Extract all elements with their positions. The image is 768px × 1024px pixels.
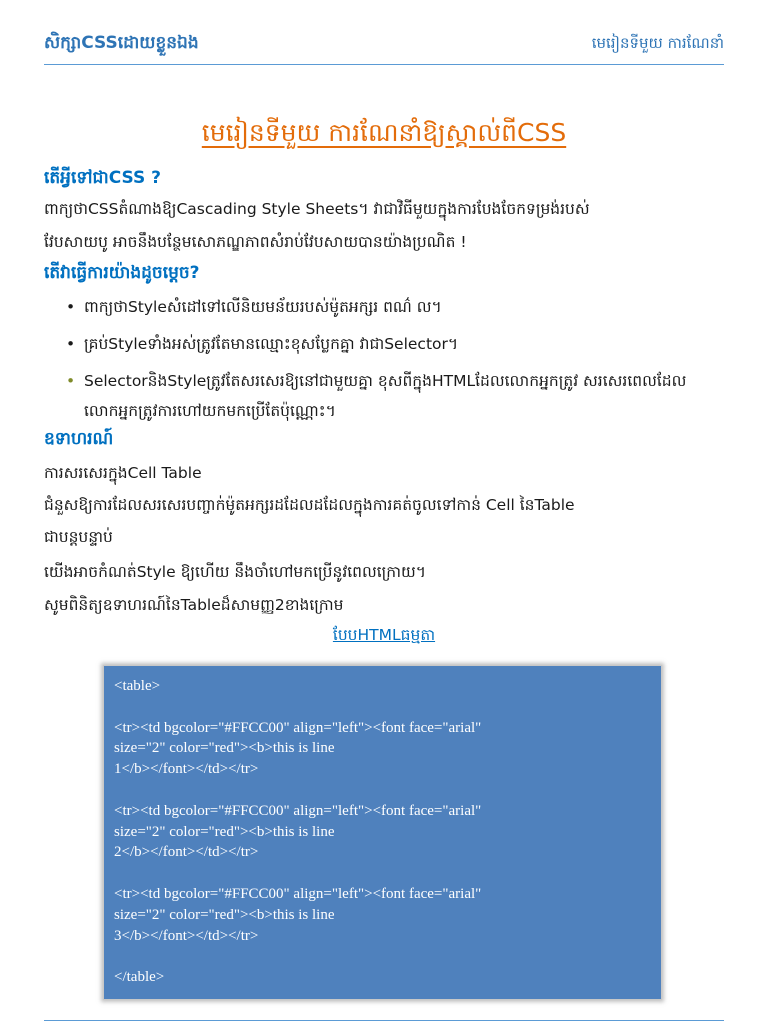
example-line-5: សូមពិនិត្យឧទាហរណ៍នៃTableដ៏សាមញ្ញ2ខាងក្រោម (44, 596, 344, 614)
example-line-2: ជំនួសឱ្យការដែលសរសេរបញ្ចាក់ម៉ូតអក្សរដដែលដដែលក្នុងការគត់ចូលទៅកាន់ Cell នៃTable (44, 496, 575, 514)
example-line-1: ការសរសេរក្នុងCell Table (44, 464, 202, 482)
section-heading-example: ឧទាហរណ៍ (44, 429, 114, 449)
list-item: • គ្រប់Styleទាំងអស់ត្រូវតែមានឈ្មោះខុសប្លែកគ្នា វាជាSelector។ (66, 329, 704, 359)
paragraph-line-1: ពាក្យថាCSSតំណាងឱ្យCascading Style Sheets។ វាជាវិធីមួយក្នុងការបែងចែកទម្រង់របស់ (44, 200, 590, 218)
list-item: • SelectorនិងStyleត្រូវតែសរសេរឱ្យនៅជាមួយគ្នា ខុសពីក្នុងHTMLដែលលោកអ្នកត្រូវ សរសេរពេលដែលលោកអ្នកត្រូវការហៅយកមកប្រើតែប៉ុណ្ណោះ។ (66, 366, 704, 426)
page-title: មេរៀនទីមួយ ការណែនាំឱ្យស្គាល់ពីCSS (201, 118, 567, 147)
code-sample-text: <table> <tr><td bgcolor="#FFCC00" align="left"><font face="arial" size="2" color="red"><b>this is line 1</b></font></td></tr> <tr><td bgcolor="#FFCC00" align="left"><font face="arial" size="2" color="red"><b>this is line 2</b></font></td></tr> <tr><td bgcolor="#FFCC00" align="left"><font face="arial" size="2" color="red"><b>this is line 3</b></font></td></tr> </table> (114, 678, 482, 986)
header-divider (44, 64, 724, 65)
section-heading-how-it-works: តើវាធ្វើការយ៉ាងដូចម្តេច? (44, 263, 200, 283)
bullet-list (66, 292, 704, 433)
code-sample-box (103, 665, 662, 1000)
plain-html-link[interactable]: បែបHTMLធម្មតា (332, 626, 436, 644)
example-line-4: យើងអាចកំណត់Style ឱ្យហើយ នឹងចាំហៅមកប្រើនូវពេលក្រោយ។ (44, 563, 427, 581)
paragraph-line-2: វែបសាយបូ អាចនឹងបន្ថែមសោភណ្ឌភាពសំរាប់វែបសាយបានយ៉ាងប្រណិត ! (44, 233, 467, 251)
list-item: • ពាក្យថាStyleសំដៅទៅលើនិយមន័យរបស់ម៉ូតអក្សរ ពណ៌ ល។ (66, 292, 704, 322)
section-heading-what-is-css: តើអ្វីទៅជាCSS ? (44, 168, 162, 188)
footer-divider (44, 1020, 724, 1021)
example-line-3: ជាបន្តបន្ទាប់ (44, 528, 113, 546)
header-book-title: សិក្សាCSSដោយខ្លួនឯង (44, 33, 199, 53)
header-chapter-title: មេរៀនទីមួយ ការណែនាំ (591, 34, 724, 52)
